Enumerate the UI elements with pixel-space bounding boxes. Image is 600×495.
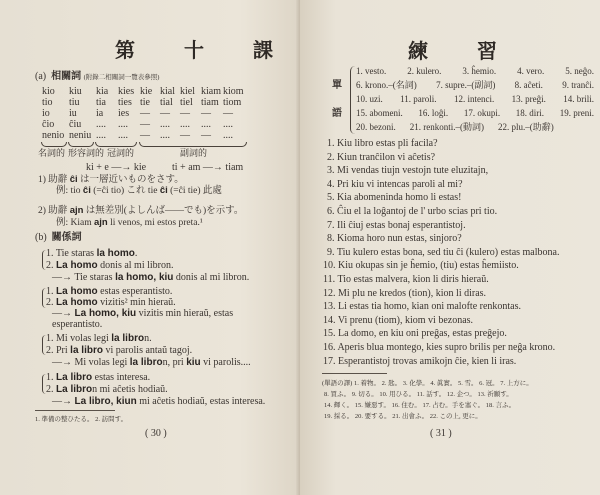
- page-number: ( 30 ): [145, 428, 167, 439]
- example-line: [46, 286, 172, 297]
- bold-term: kiu: [186, 357, 201, 368]
- vocab-item: 18. diri.: [515, 108, 545, 118]
- exercise-sentence: 4. Pri kiu vi intencas paroli al mi?: [327, 178, 463, 190]
- lesson-title: 第 十 課: [115, 40, 295, 62]
- text-segment: 例: tio: [56, 186, 83, 196]
- text-segment: 助辭: [48, 175, 70, 185]
- text-segment: —→: [52, 308, 75, 319]
- text-segment: vizitis min hieraŭ, estas: [136, 308, 234, 319]
- text-segment: esperantisto.: [52, 319, 103, 330]
- table-cell: neniu: [69, 130, 92, 141]
- vocab-item: 1. vesto.: [356, 66, 387, 76]
- bold-term: la libro: [70, 345, 103, 356]
- vocab-item: 9. tranĉi.: [562, 80, 594, 90]
- vocab-row: [356, 122, 594, 133]
- vocab-item: 22. plu.–(助辭): [498, 122, 554, 132]
- vocab-row: [356, 108, 594, 119]
- group-label: 冠詞的: [107, 148, 135, 158]
- bold-term: la libro: [111, 333, 145, 344]
- text-segment: n, pri: [162, 357, 187, 368]
- text-segment: 2.: [46, 297, 56, 308]
- table-cell: ies: [118, 108, 130, 119]
- vocab-item: 15. abomeni.: [356, 108, 403, 118]
- example-line: [52, 357, 251, 368]
- bold-term: La libro, kiun: [74, 396, 137, 407]
- section-heading: 關係詞: [51, 232, 82, 243]
- table-cell: tiam: [201, 97, 219, 108]
- exercise-sentence: 15. La domo, en kiu oni preĝas, estas preĝejo.: [323, 328, 507, 340]
- text-segment: —→: [52, 396, 75, 407]
- table-cell: tiel: [180, 97, 193, 108]
- table-cell: ....: [160, 119, 170, 130]
- table-cell: —: [223, 108, 233, 119]
- table-cell: —: [180, 108, 190, 119]
- table-cell: —: [140, 119, 150, 130]
- vocab-item: 8. aĉeti.: [514, 80, 543, 90]
- example-line: [46, 333, 152, 344]
- formula: ki + e —→ kie: [86, 162, 147, 173]
- example-line: [46, 384, 168, 395]
- example-line: [46, 248, 137, 259]
- table-cell: ....: [180, 119, 190, 130]
- vocab-label: 單: [332, 80, 342, 91]
- table-cell: tie: [140, 97, 150, 108]
- table-cell: ĉio: [42, 119, 55, 130]
- text-segment: estas interesa.: [92, 372, 151, 383]
- table-cell: tial: [160, 97, 173, 108]
- brace: [41, 142, 67, 147]
- group-label: 形容詞的: [68, 148, 105, 158]
- bold-term: ĉi: [82, 185, 91, 196]
- rule-line: [56, 185, 222, 197]
- text-segment: 2. Pri: [46, 345, 71, 356]
- vocab-item: 12. intenci.: [453, 94, 495, 104]
- text-segment: —→ Mi volas legi: [52, 357, 130, 368]
- bold-term: ajn: [94, 217, 108, 228]
- exercise-sentence: 12. Mi plu ne kredos (tion), kion li diras.: [323, 287, 487, 299]
- text-segment: vi parolis antaŭ tagoj.: [102, 345, 193, 356]
- table-cell: ....: [118, 119, 128, 130]
- exercise-sentence: 14. Vi prenu (tiom), kiom vi bezonas.: [323, 314, 474, 326]
- table-cell: —: [201, 130, 211, 141]
- table-cell: kies: [118, 86, 135, 97]
- section-a-heading: [35, 71, 159, 83]
- text-segment: n.: [144, 333, 152, 344]
- text-segment: (=ĉi tie) 此處: [167, 186, 222, 196]
- table-cell: kiom: [223, 86, 244, 97]
- table-cell: kiam: [201, 86, 221, 97]
- text-segment: 1. Mi volas legi: [46, 333, 112, 344]
- group-label: 名詞的: [38, 148, 66, 158]
- vocab-item: 3. ĥemio.: [462, 66, 497, 76]
- bold-term: la homo: [96, 248, 135, 259]
- text-segment: vizitis² min hieraŭ.: [97, 297, 176, 308]
- table-cell: —: [180, 130, 190, 141]
- formula: ti + am —→ tiam: [172, 162, 244, 173]
- vocab-row: [356, 80, 594, 91]
- text-segment: vi parolis....: [200, 357, 251, 368]
- brace: [139, 142, 247, 147]
- vocab-item: 6. krono.–(名詞): [356, 80, 417, 90]
- translation-line: 19. 採る。 20. 要する。 21. 出會ふ。 22. この上, 更に。: [324, 413, 482, 420]
- brace: [68, 142, 94, 147]
- bold-term: ĉi: [69, 174, 78, 185]
- table-cell: nenio: [42, 130, 65, 141]
- example-line: [52, 396, 265, 407]
- table-cell: tiu: [69, 97, 80, 108]
- table-cell: tia: [96, 97, 106, 108]
- table-cell: ....: [118, 130, 128, 141]
- text-segment: n mi aĉetis hodiaŭ.: [92, 384, 168, 395]
- vocab-item: 14. brili.: [563, 94, 594, 104]
- table-cell: ....: [223, 130, 233, 141]
- bold-term: la libro: [129, 357, 163, 368]
- table-cell: ties: [118, 97, 132, 108]
- section-heading: 相關詞: [51, 71, 82, 82]
- table-cell: kia: [96, 86, 109, 97]
- exercise-sentence: 10. Kiu okupas sin je ĥemio, (tiu) estas ĥemiisto.: [323, 260, 519, 272]
- vocab-item: 2. kulero.: [407, 66, 442, 76]
- exercise-sentence: 17. Esperantistoj trovas amikojn ĉie, kien li iras.: [323, 355, 517, 367]
- example-line: [46, 260, 174, 271]
- rule-number: 2): [38, 206, 46, 216]
- text-segment: —→ Tie staras: [52, 272, 116, 283]
- exercise-sentence: 9. Tiu kulero estas bona, sed tiu ĉi (kulero) estas malbona.: [327, 246, 560, 258]
- table-cell: kie: [140, 86, 153, 97]
- vocab-row: [356, 94, 594, 105]
- vocab-item: 5. neĝo.: [565, 66, 594, 76]
- bold-term: La homo: [56, 260, 98, 271]
- exercise-sentence: 6. Ĉiu el la loĝantoj de l' urbo scias pri tio.: [327, 206, 498, 217]
- exercise-sentence: 3. Mi vendas tiujn vestojn tute eluzitajn,: [327, 165, 489, 177]
- exercise-sentence: 8. Kioma horo nun estas, sinjoro?: [327, 233, 462, 245]
- table-cell: ....: [201, 119, 211, 130]
- table-cell: iu: [69, 108, 77, 119]
- text-segment: estas esperantisto.: [97, 286, 173, 297]
- bold-term: la homo, kiu: [115, 272, 174, 283]
- text-segment: donis al mi libron.: [173, 272, 250, 283]
- vocab-item: 10. uzi.: [356, 94, 383, 104]
- vocab-item: 19. preni.: [559, 108, 594, 118]
- bold-term: La homo: [56, 297, 98, 308]
- table-cell: kiu: [69, 86, 82, 97]
- section-note: (附錄二相關詞一覽表參照): [83, 74, 160, 81]
- bold-term: ajn: [69, 205, 84, 216]
- exercise-sentence: 11. Tio estas malvera, kion li diris hieraŭ.: [323, 274, 489, 285]
- text-segment: donis al mi libron.: [97, 260, 174, 271]
- table-cell: io: [42, 108, 50, 119]
- vocab-label: 語: [332, 108, 342, 119]
- vocab-item: 13. preĝi.: [511, 94, 546, 104]
- text-segment: .: [134, 248, 138, 259]
- table-cell: kio: [42, 86, 55, 97]
- rule-line: [38, 205, 243, 217]
- table-cell: ....: [96, 119, 106, 130]
- text-segment: mi aĉetis hodiaŭ, estas interesa.: [136, 396, 266, 407]
- exercise-sentence: 1. Kiu libro estas pli facila?: [327, 138, 438, 149]
- example-line: [52, 308, 233, 319]
- bold-term: La homo, kiu: [74, 308, 137, 319]
- example-line: [46, 372, 150, 383]
- group-label: 副詞的: [180, 148, 208, 158]
- exercise-title: 練 習: [408, 41, 519, 63]
- bold-term: La libro: [56, 384, 93, 395]
- section-label: (a): [35, 71, 47, 82]
- bold-term: La homo: [56, 286, 98, 297]
- section-b-heading: [35, 232, 82, 243]
- exercise-sentence: 5. Kia abomeninda homo li estas!: [327, 192, 462, 204]
- vocab-item: 4. vero.: [517, 66, 545, 76]
- text-segment: 助辭: [48, 206, 70, 216]
- example-line: [46, 297, 176, 308]
- table-cell: ....: [96, 130, 106, 141]
- rule-number: 1): [38, 175, 46, 185]
- text-segment: (=ĉi tio) これ tie: [90, 186, 160, 196]
- vocab-row: [356, 66, 594, 77]
- text-segment: li venos, mi estos preta.¹: [107, 218, 203, 228]
- table-cell: ....: [160, 130, 170, 141]
- vocab-item: 20. bezoni.: [356, 122, 396, 132]
- table-cell: —: [160, 108, 170, 119]
- right-page: [300, 0, 600, 495]
- exercise-sentence: 2. Kiun tranĉilon vi aĉetis?: [327, 151, 436, 163]
- bold-term: ĉi: [159, 185, 168, 196]
- table-cell: tiom: [223, 97, 242, 108]
- table-cell: —: [201, 108, 211, 119]
- table-cell: ĉiu: [69, 119, 82, 130]
- footnote-divider: [35, 410, 115, 411]
- text-segment: 1.: [46, 372, 56, 383]
- example-line: [52, 319, 102, 330]
- footnote-divider: [322, 373, 387, 374]
- example-line: [46, 345, 192, 356]
- text-segment: は無差別(よしんば――でも)を示す。: [83, 206, 244, 216]
- vocab-item: 21. renkonti.–(動詞): [409, 122, 484, 132]
- page-number: ( 31 ): [430, 428, 452, 439]
- text-segment: 1.: [46, 286, 56, 297]
- translation-line: (單語の譯) 1. 着物。 2. 匙。 3. 化學。 4. 眞實。 5. 雪。 6. 冠。 7. 上方に。: [322, 380, 533, 387]
- exercise-sentence: 7. Ili ĉiuj estas bonaj esperantistoj.: [327, 219, 466, 231]
- exercise-sentence: 13. Li estas tia homo, kian oni malofte renkontas.: [323, 301, 522, 313]
- text-segment: 2.: [46, 384, 56, 395]
- vocab-item: 7. supre.–(副詞): [436, 80, 496, 90]
- translation-line: 14. 輝く。 15. 嫌惡す。 16. 住む。 17. 占む。手を塞ぐ。 18. 言ふ。: [324, 402, 516, 409]
- text-segment: は一層近いものをさす。: [77, 175, 184, 185]
- vocab-item: 11. paroli.: [400, 94, 437, 104]
- text-segment: 1. Tie staras: [46, 248, 97, 259]
- table-cell: —: [140, 130, 150, 141]
- bold-term: La libro: [56, 372, 93, 383]
- table-cell: ....: [223, 119, 233, 130]
- brace: [95, 142, 137, 147]
- table-cell: kial: [160, 86, 175, 97]
- brace: [350, 66, 355, 134]
- exercise-sentence: 16. Aperis blua montego, kies supro brilis per neĝa krono.: [323, 342, 556, 353]
- footnote: 1. 準備の整ひたる。 2. 訪問す。: [35, 416, 128, 423]
- vocab-item: 16. loĝi.: [418, 108, 449, 118]
- table-cell: tio: [42, 97, 53, 108]
- text-segment: 2.: [46, 260, 56, 271]
- section-label: (b): [35, 232, 47, 243]
- vocab-item: 17. okupi.: [463, 108, 501, 118]
- table-cell: —: [140, 108, 150, 119]
- rule-line: [56, 217, 203, 229]
- translation-line: 8. 買ふ。 9. 切る。 10. 用ひる。 11. 話す。 12. 企つ。 13. 祈願す。: [324, 391, 513, 398]
- table-cell: ia: [96, 108, 104, 119]
- table-cell: kiel: [180, 86, 195, 97]
- example-line: [52, 272, 249, 283]
- text-segment: 例: Kiam: [56, 218, 94, 228]
